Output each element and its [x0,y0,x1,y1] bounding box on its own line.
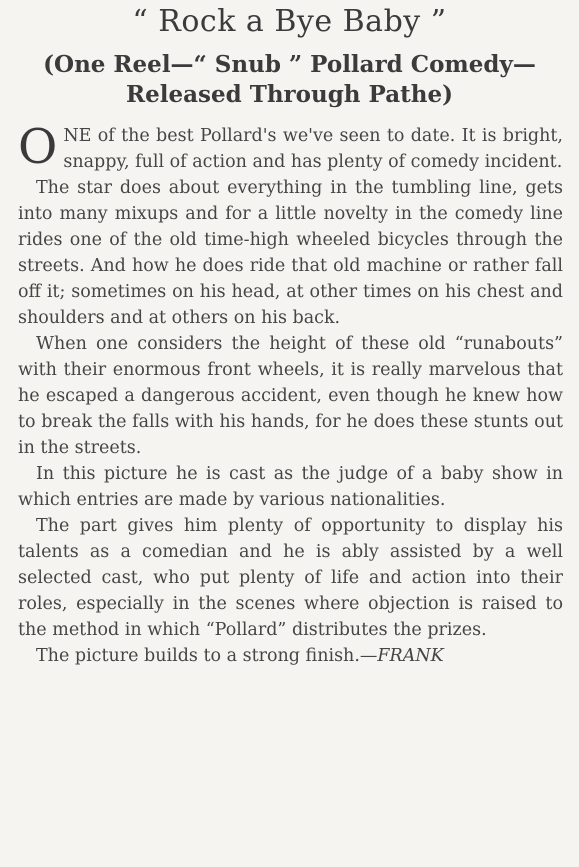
subtitle-line-2: Released Through Pathe) [126,81,453,108]
subtitle-line-1: (One Reel—“ Snub ” Pollard Comedy— [43,51,536,78]
drop-cap: O [18,119,58,175]
paragraph-4: In this picture he is cast as the judge of a baby show in which entries are made by various nationalities. [18,464,563,510]
paragraph-6-text: The picture builds to a strong finish. [36,646,360,666]
paragraph-6 [18,643,563,669]
review-title: “ Rock a Bye Baby ” [132,4,447,39]
reviewer-signature: —FRANK [359,646,444,666]
paragraph-1-text: NE of the best Pollard's we've seen to date. It is bright, snappy, full of action and has plenty of comedy incident. [63,126,563,172]
review-subtitle [0,50,579,110]
paragraph-2: The star does about everything in the tumbling line, gets into many mixups and for a little novelty in the comedy line rides one of the old time-high wheeled bicycles through the streets. And how he does ride that old machine or rather fall off it; sometimes on his head, at other times on his chest and shoulders and at others on his back. [18,178,563,328]
paragraph-1 [18,119,563,175]
paragraph-5: The part gives him plenty of opportunity to display his talents as a comedian and he is ably assisted by a well selected cast, who put plenty of life and action into their roles, especially in the scenes where objection is raised to the method in which “Pollard” distributes the prizes. [18,516,563,640]
paragraph-3: When one considers the height of these old “runabouts” with their enormous front wheels, it is really marvelous that he escaped a dangerous accident, even though he knew how to break the falls with his hands, for he does these stunts out in the streets. [18,334,563,458]
review-body [18,119,563,669]
